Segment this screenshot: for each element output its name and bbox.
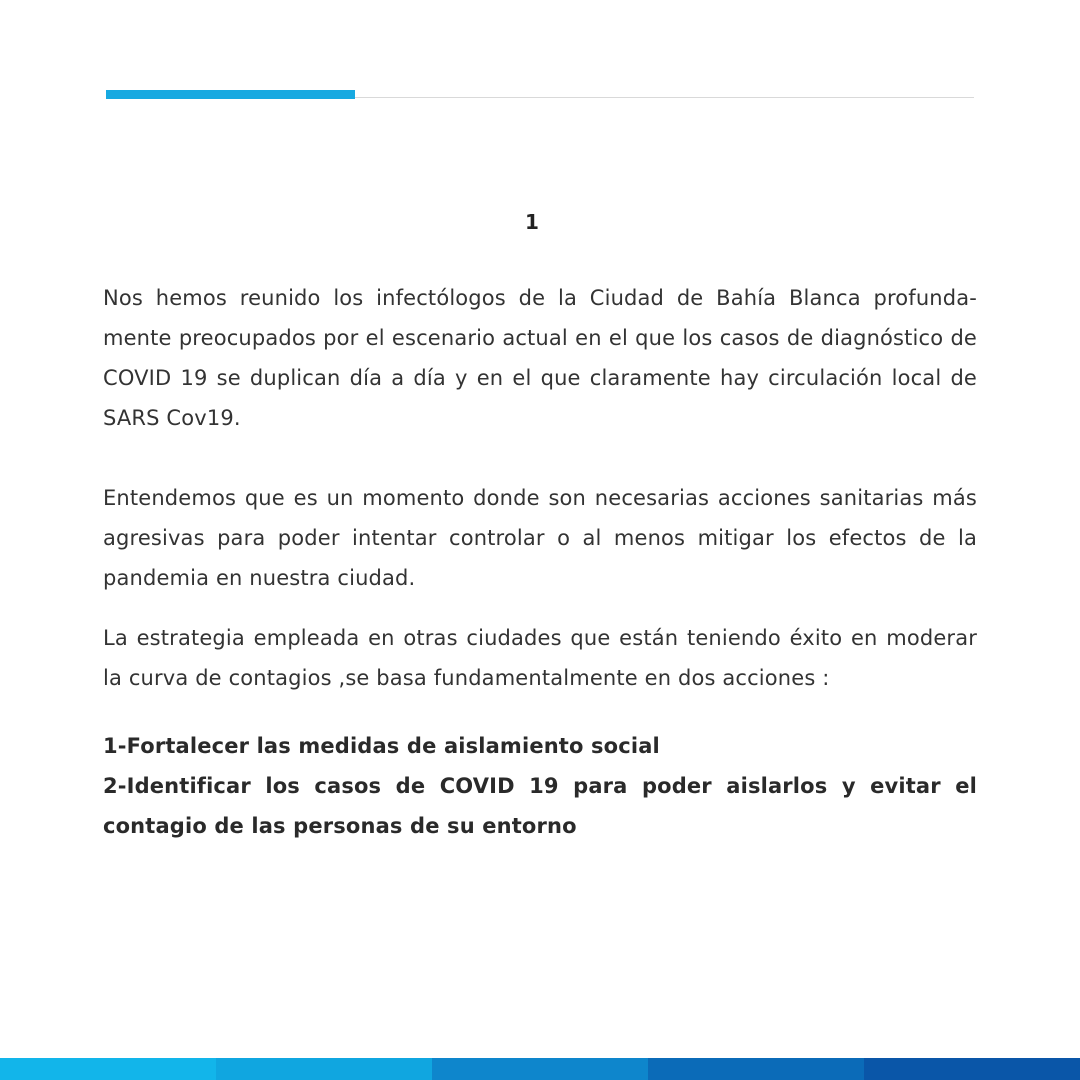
action-item-1: 1-Fortalecer las medidas de aislamiento social [103, 734, 660, 758]
document-body [103, 278, 977, 846]
page-number: 1 [525, 210, 539, 234]
actions-list [103, 726, 977, 846]
action-item-2: 2-Identificar los casos de COVID 19 para poder aislarlos y evitar el contagio de las personas de su entorno [103, 774, 977, 838]
paragraph-1: Nos hemos reunido los infectólogos de la Ciudad de Bahía Blanca profunda-mente preocupados por el escenario actual en el que los casos de diagnóstico de COVID 19 se duplican día a día y en el que claramente hay circulación local de SARS Cov19. [103, 286, 977, 430]
footer-bar-segment [216, 1058, 432, 1080]
footer-bar-segment [432, 1058, 648, 1080]
paragraph-2: Entendemos que es un momento donde son necesarias acciones sanitarias más agresivas para poder intentar controlar o al menos mitigar los efectos de la pandemia en nuestra ciudad. [103, 486, 977, 590]
footer-bar-segment [648, 1058, 864, 1080]
paragraph-3: La estrategia empleada en otras ciudades que están teniendo éxito en moderar la curva de contagios ,se basa fundamentalmente en dos acciones : [103, 626, 977, 690]
header-accent-bar [106, 90, 355, 99]
footer-bar-segment [0, 1058, 216, 1080]
footer-bar-segment [864, 1058, 1080, 1080]
footer-gradient-bar [0, 1058, 1080, 1080]
